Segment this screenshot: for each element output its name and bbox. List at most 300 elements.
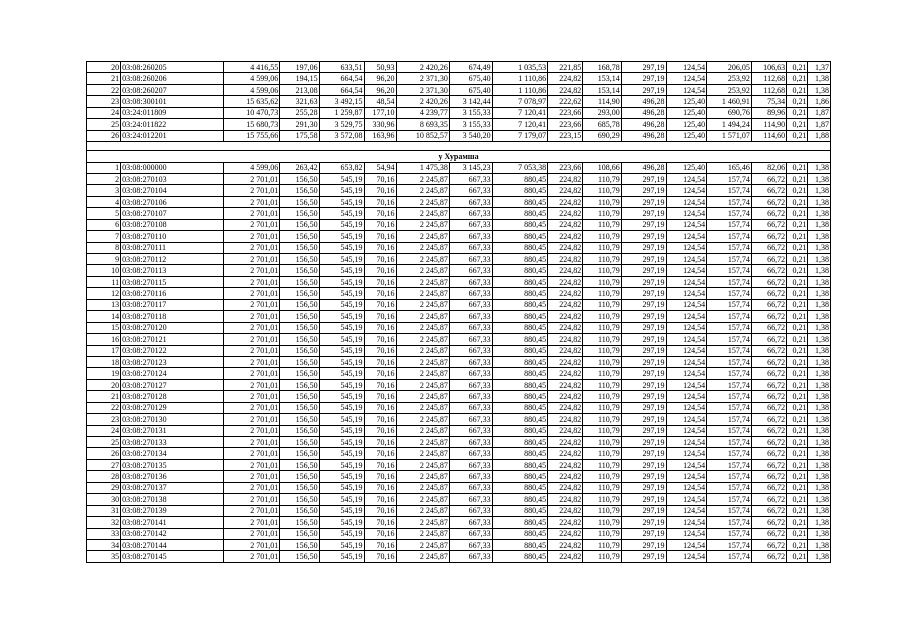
cell-value-1: 2 701,01 xyxy=(223,265,280,276)
cell-value-9: 110,79 xyxy=(583,356,621,367)
cell-value-6: 3 155,33 xyxy=(449,119,492,130)
cell-value-8: 221,85 xyxy=(548,62,583,73)
table-row xyxy=(87,288,831,299)
cell-value-15: 1,38 xyxy=(808,356,831,367)
cell-value-3: 545,19 xyxy=(319,414,364,425)
cell-value-5: 2 245,87 xyxy=(396,231,449,242)
cell-cadastral-code: 03:08:270131 xyxy=(121,425,223,436)
cell-value-3: 545,19 xyxy=(319,173,364,184)
cell-value-15: 1,38 xyxy=(808,265,831,276)
cell-value-10: 297,19 xyxy=(621,288,666,299)
cell-value-1: 2 701,01 xyxy=(223,494,280,505)
cell-value-10: 297,19 xyxy=(621,505,666,516)
cell-value-11: 124,54 xyxy=(666,254,707,265)
cell-value-3: 545,19 xyxy=(319,276,364,287)
table-row xyxy=(87,379,831,390)
cell-value-2: 156,50 xyxy=(280,219,319,230)
cell-value-12: 157,74 xyxy=(707,254,752,265)
cell-value-3: 545,19 xyxy=(319,517,364,528)
cell-value-13: 112,68 xyxy=(751,84,786,95)
cell-value-3: 545,19 xyxy=(319,539,364,550)
cell-row-number: 1 xyxy=(87,162,121,173)
cell-value-5: 2 245,87 xyxy=(396,356,449,367)
cell-value-12: 157,74 xyxy=(707,276,752,287)
cell-value-8: 222,62 xyxy=(548,96,583,107)
cell-value-9: 110,79 xyxy=(583,185,621,196)
table-row xyxy=(87,299,831,310)
cell-value-11: 124,54 xyxy=(666,62,707,73)
cell-value-6: 667,33 xyxy=(449,356,492,367)
cell-value-8: 224,82 xyxy=(548,539,583,550)
cell-value-9: 110,79 xyxy=(583,208,621,219)
cell-value-12: 157,74 xyxy=(707,459,752,470)
cell-value-7: 880,45 xyxy=(492,402,548,413)
table-row xyxy=(87,425,831,436)
cell-value-1: 2 701,01 xyxy=(223,345,280,356)
cell-value-11: 124,54 xyxy=(666,402,707,413)
table-row xyxy=(87,448,831,459)
cell-value-5: 2 245,87 xyxy=(396,437,449,448)
cell-value-7: 880,45 xyxy=(492,299,548,310)
data-table xyxy=(86,61,831,563)
cell-value-4: 70,16 xyxy=(364,345,396,356)
cell-row-number: 6 xyxy=(87,219,121,230)
cell-value-14: 0,21 xyxy=(787,334,808,345)
cell-value-14: 0,21 xyxy=(787,391,808,402)
cell-value-10: 297,19 xyxy=(621,334,666,345)
cell-value-5: 2 245,87 xyxy=(396,494,449,505)
cell-value-2: 291,30 xyxy=(280,119,319,130)
cell-value-14: 0,21 xyxy=(787,494,808,505)
cell-value-8: 224,82 xyxy=(548,242,583,253)
cell-value-1: 2 701,01 xyxy=(223,391,280,402)
cell-value-4: 163,96 xyxy=(364,130,396,141)
cell-cadastral-code: 03:08:270133 xyxy=(121,437,223,448)
cell-value-4: 70,16 xyxy=(364,425,396,436)
cell-value-1: 15 635,62 xyxy=(223,96,280,107)
cell-value-6: 667,33 xyxy=(449,482,492,493)
cell-value-9: 114,90 xyxy=(583,96,621,107)
cell-value-12: 690,76 xyxy=(707,107,752,118)
cell-value-4: 70,16 xyxy=(364,185,396,196)
cell-value-9: 110,79 xyxy=(583,482,621,493)
cell-cadastral-code: 03:08:270106 xyxy=(121,196,223,207)
cell-value-1: 2 701,01 xyxy=(223,414,280,425)
cell-row-number: 22 xyxy=(87,402,121,413)
cell-value-2: 156,50 xyxy=(280,425,319,436)
cell-cadastral-code: 03:08:270120 xyxy=(121,322,223,333)
cell-value-11: 124,54 xyxy=(666,299,707,310)
cell-value-4: 70,16 xyxy=(364,368,396,379)
cell-value-12: 157,74 xyxy=(707,494,752,505)
cell-value-10: 297,19 xyxy=(621,402,666,413)
cell-value-7: 880,45 xyxy=(492,185,548,196)
cell-cadastral-code: 03:08:260205 xyxy=(121,62,223,73)
cell-cadastral-code: 03:08:260207 xyxy=(121,84,223,95)
cell-value-14: 0,21 xyxy=(787,368,808,379)
cell-value-7: 7 179,07 xyxy=(492,130,548,141)
cell-value-12: 253,92 xyxy=(707,84,752,95)
cell-value-1: 4 599,06 xyxy=(223,84,280,95)
cell-row-number: 30 xyxy=(87,494,121,505)
table-row xyxy=(87,391,831,402)
cell-value-1: 4 416,55 xyxy=(223,62,280,73)
cell-value-2: 321,63 xyxy=(280,96,319,107)
cell-value-2: 197,06 xyxy=(280,62,319,73)
cell-value-9: 110,79 xyxy=(583,414,621,425)
cell-value-11: 124,54 xyxy=(666,379,707,390)
cell-value-6: 667,33 xyxy=(449,379,492,390)
cell-value-13: 66,72 xyxy=(751,391,786,402)
cell-value-14: 0,21 xyxy=(787,96,808,107)
cell-value-7: 880,45 xyxy=(492,219,548,230)
cell-value-10: 297,19 xyxy=(621,62,666,73)
cell-value-9: 110,79 xyxy=(583,379,621,390)
cell-row-number: 21 xyxy=(87,391,121,402)
cell-value-1: 2 701,01 xyxy=(223,471,280,482)
cell-value-15: 1,38 xyxy=(808,379,831,390)
cell-value-14: 0,21 xyxy=(787,379,808,390)
cell-value-13: 66,72 xyxy=(751,425,786,436)
cell-value-11: 124,54 xyxy=(666,437,707,448)
cell-row-number: 35 xyxy=(87,551,121,562)
table-row xyxy=(87,119,831,130)
cell-value-14: 0,21 xyxy=(787,345,808,356)
cell-cadastral-code: 03:08:000000 xyxy=(121,162,223,173)
cell-value-3: 545,19 xyxy=(319,311,364,322)
cell-value-13: 66,72 xyxy=(751,242,786,253)
cell-value-5: 2 245,87 xyxy=(396,196,449,207)
cell-cadastral-code: 03:24:012201 xyxy=(121,130,223,141)
cell-value-12: 157,74 xyxy=(707,288,752,299)
cell-value-8: 224,82 xyxy=(548,471,583,482)
cell-value-4: 50,93 xyxy=(364,62,396,73)
cell-cadastral-code: 03:08:270118 xyxy=(121,311,223,322)
cell-row-number: 20 xyxy=(87,379,121,390)
cell-cadastral-code: 03:08:270110 xyxy=(121,231,223,242)
cell-value-1: 2 701,01 xyxy=(223,334,280,345)
cell-value-1: 2 701,01 xyxy=(223,482,280,493)
cell-value-8: 224,82 xyxy=(548,231,583,242)
cell-cadastral-code: 03:08:270108 xyxy=(121,219,223,230)
cell-value-7: 880,45 xyxy=(492,471,548,482)
cell-value-12: 157,74 xyxy=(707,402,752,413)
cell-value-12: 157,74 xyxy=(707,368,752,379)
cell-value-2: 156,50 xyxy=(280,539,319,550)
section-title: у Хурамша xyxy=(87,151,831,162)
cell-value-2: 156,50 xyxy=(280,391,319,402)
cell-value-13: 66,72 xyxy=(751,265,786,276)
cell-value-1: 10 470,73 xyxy=(223,107,280,118)
cell-value-9: 110,79 xyxy=(583,173,621,184)
cell-value-14: 0,21 xyxy=(787,448,808,459)
cell-value-5: 1 475,38 xyxy=(396,162,449,173)
cell-value-14: 0,21 xyxy=(787,196,808,207)
cell-value-15: 1,38 xyxy=(808,425,831,436)
cell-cadastral-code: 03:08:270128 xyxy=(121,391,223,402)
cell-cadastral-code: 03:08:270129 xyxy=(121,402,223,413)
cell-value-13: 66,72 xyxy=(751,173,786,184)
cell-cadastral-code: 03:08:270142 xyxy=(121,528,223,539)
cell-row-number: 33 xyxy=(87,528,121,539)
cell-cadastral-code: 03:08:270145 xyxy=(121,551,223,562)
cell-value-1: 2 701,01 xyxy=(223,356,280,367)
table-row xyxy=(87,528,831,539)
cell-row-number: 5 xyxy=(87,208,121,219)
cell-value-7: 880,45 xyxy=(492,288,548,299)
cell-value-12: 157,74 xyxy=(707,173,752,184)
cell-value-4: 70,16 xyxy=(364,437,396,448)
cell-value-14: 0,21 xyxy=(787,425,808,436)
cell-cadastral-code: 03:08:270141 xyxy=(121,517,223,528)
cell-value-6: 3 145,23 xyxy=(449,162,492,173)
cell-value-3: 3 492,15 xyxy=(319,96,364,107)
cell-value-8: 224,82 xyxy=(548,437,583,448)
cell-value-6: 667,33 xyxy=(449,219,492,230)
cell-value-7: 7 078,97 xyxy=(492,96,548,107)
cell-value-13: 66,72 xyxy=(751,334,786,345)
cell-value-10: 297,19 xyxy=(621,219,666,230)
table-row xyxy=(87,173,831,184)
cell-value-7: 880,45 xyxy=(492,345,548,356)
cell-value-5: 2 245,87 xyxy=(396,414,449,425)
cell-value-4: 330,96 xyxy=(364,119,396,130)
cell-row-number: 23 xyxy=(87,414,121,425)
cell-value-4: 70,16 xyxy=(364,265,396,276)
cell-value-11: 124,54 xyxy=(666,356,707,367)
cell-value-6: 667,33 xyxy=(449,539,492,550)
cell-value-7: 7 120,41 xyxy=(492,119,548,130)
cell-cadastral-code: 03:08:270139 xyxy=(121,505,223,516)
cell-value-14: 0,21 xyxy=(787,73,808,84)
cell-value-7: 880,45 xyxy=(492,196,548,207)
cell-cadastral-code: 03:08:270113 xyxy=(121,265,223,276)
cell-value-14: 0,21 xyxy=(787,551,808,562)
cell-value-6: 667,33 xyxy=(449,311,492,322)
cell-value-8: 223,66 xyxy=(548,119,583,130)
table-row xyxy=(87,107,831,118)
cell-value-8: 224,82 xyxy=(548,402,583,413)
cell-value-15: 1,38 xyxy=(808,311,831,322)
cell-value-11: 124,54 xyxy=(666,505,707,516)
table-row xyxy=(87,231,831,242)
cell-value-2: 156,50 xyxy=(280,448,319,459)
cell-value-5: 2 245,87 xyxy=(396,471,449,482)
cell-value-3: 545,19 xyxy=(319,505,364,516)
cell-value-4: 70,16 xyxy=(364,528,396,539)
cell-value-14: 0,21 xyxy=(787,288,808,299)
cell-value-5: 2 245,87 xyxy=(396,254,449,265)
cell-value-8: 224,82 xyxy=(548,345,583,356)
cell-value-11: 124,54 xyxy=(666,334,707,345)
cell-value-10: 297,19 xyxy=(621,517,666,528)
cell-value-11: 125,40 xyxy=(666,96,707,107)
cell-value-1: 2 701,01 xyxy=(223,448,280,459)
cell-value-8: 224,82 xyxy=(548,311,583,322)
table-row xyxy=(87,185,831,196)
cell-value-11: 124,54 xyxy=(666,276,707,287)
table-row xyxy=(87,311,831,322)
cell-value-6: 667,33 xyxy=(449,368,492,379)
cell-value-8: 224,82 xyxy=(548,379,583,390)
cell-value-13: 66,72 xyxy=(751,276,786,287)
cell-value-8: 224,82 xyxy=(548,276,583,287)
cell-value-9: 110,79 xyxy=(583,437,621,448)
cell-value-12: 1 460,91 xyxy=(707,96,752,107)
table-row xyxy=(87,517,831,528)
cell-value-3: 545,19 xyxy=(319,219,364,230)
cell-value-10: 496,28 xyxy=(621,130,666,141)
table-row xyxy=(87,459,831,470)
cell-value-6: 667,33 xyxy=(449,471,492,482)
cell-value-10: 297,19 xyxy=(621,391,666,402)
cell-value-4: 96,20 xyxy=(364,84,396,95)
cell-value-11: 124,54 xyxy=(666,345,707,356)
cell-value-12: 157,74 xyxy=(707,231,752,242)
cell-value-15: 1,38 xyxy=(808,414,831,425)
cell-value-10: 297,19 xyxy=(621,368,666,379)
cell-value-5: 2 245,87 xyxy=(396,208,449,219)
cell-value-5: 2 245,87 xyxy=(396,482,449,493)
cell-value-5: 2 420,26 xyxy=(396,96,449,107)
cell-value-15: 1,38 xyxy=(808,322,831,333)
cell-value-15: 1,37 xyxy=(808,62,831,73)
cell-value-8: 224,82 xyxy=(548,528,583,539)
cell-value-5: 2 245,87 xyxy=(396,448,449,459)
cell-value-11: 124,54 xyxy=(666,448,707,459)
cell-value-4: 70,16 xyxy=(364,322,396,333)
cell-value-13: 66,72 xyxy=(751,402,786,413)
cell-value-10: 297,19 xyxy=(621,379,666,390)
cell-value-8: 224,82 xyxy=(548,334,583,345)
cell-value-9: 685,78 xyxy=(583,119,621,130)
cell-value-6: 667,33 xyxy=(449,231,492,242)
cell-value-6: 667,33 xyxy=(449,425,492,436)
cell-value-13: 66,72 xyxy=(751,539,786,550)
cell-value-5: 2 245,87 xyxy=(396,345,449,356)
cell-value-7: 880,45 xyxy=(492,459,548,470)
cell-value-10: 297,19 xyxy=(621,208,666,219)
table-row xyxy=(87,208,831,219)
cell-value-11: 124,54 xyxy=(666,551,707,562)
cell-cadastral-code: 03:08:270135 xyxy=(121,459,223,470)
cell-value-7: 880,45 xyxy=(492,356,548,367)
cell-row-number: 32 xyxy=(87,517,121,528)
cell-value-8: 224,82 xyxy=(548,299,583,310)
cell-value-5: 2 245,87 xyxy=(396,551,449,562)
cell-value-3: 545,19 xyxy=(319,448,364,459)
cell-value-3: 545,19 xyxy=(319,494,364,505)
cell-value-8: 224,82 xyxy=(548,322,583,333)
cell-value-4: 70,16 xyxy=(364,231,396,242)
cell-value-6: 667,33 xyxy=(449,345,492,356)
cell-value-4: 96,20 xyxy=(364,73,396,84)
cell-cadastral-code: 03:08:270116 xyxy=(121,288,223,299)
cell-value-10: 297,19 xyxy=(621,299,666,310)
cell-value-5: 2 371,30 xyxy=(396,84,449,95)
cell-value-2: 156,50 xyxy=(280,334,319,345)
cell-value-15: 1,38 xyxy=(808,334,831,345)
cell-value-4: 70,16 xyxy=(364,219,396,230)
cell-value-2: 156,50 xyxy=(280,414,319,425)
cell-value-3: 545,19 xyxy=(319,231,364,242)
cell-row-number: 26 xyxy=(87,448,121,459)
cell-value-1: 2 701,01 xyxy=(223,437,280,448)
cell-value-8: 224,82 xyxy=(548,482,583,493)
cell-value-14: 0,21 xyxy=(787,311,808,322)
cell-value-13: 66,72 xyxy=(751,368,786,379)
cell-value-5: 8 693,35 xyxy=(396,119,449,130)
cell-value-9: 110,79 xyxy=(583,494,621,505)
cell-value-9: 110,79 xyxy=(583,471,621,482)
cell-value-9: 110,79 xyxy=(583,528,621,539)
table-row xyxy=(87,539,831,550)
cell-value-14: 0,21 xyxy=(787,119,808,130)
cell-value-12: 157,74 xyxy=(707,345,752,356)
cell-value-12: 157,74 xyxy=(707,334,752,345)
table-row xyxy=(87,345,831,356)
cell-value-11: 124,54 xyxy=(666,391,707,402)
cell-cadastral-code: 03:08:270115 xyxy=(121,276,223,287)
cell-value-8: 224,82 xyxy=(548,368,583,379)
cell-value-9: 110,79 xyxy=(583,459,621,470)
cell-value-6: 667,33 xyxy=(449,208,492,219)
cell-value-4: 70,16 xyxy=(364,276,396,287)
cell-value-3: 545,19 xyxy=(319,425,364,436)
cell-value-12: 157,74 xyxy=(707,265,752,276)
cell-value-5: 2 245,87 xyxy=(396,185,449,196)
cell-value-11: 124,54 xyxy=(666,414,707,425)
cell-value-3: 545,19 xyxy=(319,437,364,448)
cell-value-7: 880,45 xyxy=(492,322,548,333)
cell-value-7: 7 120,41 xyxy=(492,107,548,118)
cell-value-3: 545,19 xyxy=(319,288,364,299)
cell-value-14: 0,21 xyxy=(787,471,808,482)
cell-value-11: 124,54 xyxy=(666,242,707,253)
cell-value-9: 108,66 xyxy=(583,162,621,173)
cell-value-5: 2 371,30 xyxy=(396,73,449,84)
cell-value-6: 667,33 xyxy=(449,402,492,413)
cell-value-14: 0,21 xyxy=(787,130,808,141)
cell-value-10: 496,28 xyxy=(621,119,666,130)
cell-cadastral-code: 03:08:300101 xyxy=(121,96,223,107)
cell-value-9: 110,79 xyxy=(583,402,621,413)
cell-value-7: 880,45 xyxy=(492,368,548,379)
cell-value-9: 110,79 xyxy=(583,425,621,436)
cell-value-13: 66,72 xyxy=(751,482,786,493)
cell-value-4: 70,16 xyxy=(364,505,396,516)
table-row xyxy=(87,322,831,333)
cell-value-1: 2 701,01 xyxy=(223,254,280,265)
cell-value-2: 156,50 xyxy=(280,208,319,219)
cell-value-2: 156,50 xyxy=(280,379,319,390)
table-body xyxy=(87,62,831,563)
cell-value-1: 15 755,66 xyxy=(223,130,280,141)
cell-value-10: 297,19 xyxy=(621,539,666,550)
cell-value-4: 70,16 xyxy=(364,494,396,505)
cell-row-number: 14 xyxy=(87,311,121,322)
cell-value-2: 156,50 xyxy=(280,311,319,322)
cell-value-5: 2 245,87 xyxy=(396,539,449,550)
table-row xyxy=(87,196,831,207)
cell-value-2: 156,50 xyxy=(280,459,319,470)
cell-value-3: 545,19 xyxy=(319,185,364,196)
cell-value-6: 667,33 xyxy=(449,494,492,505)
cell-value-9: 110,79 xyxy=(583,288,621,299)
cell-value-14: 0,21 xyxy=(787,173,808,184)
cell-value-9: 110,79 xyxy=(583,322,621,333)
cell-value-5: 2 245,87 xyxy=(396,276,449,287)
